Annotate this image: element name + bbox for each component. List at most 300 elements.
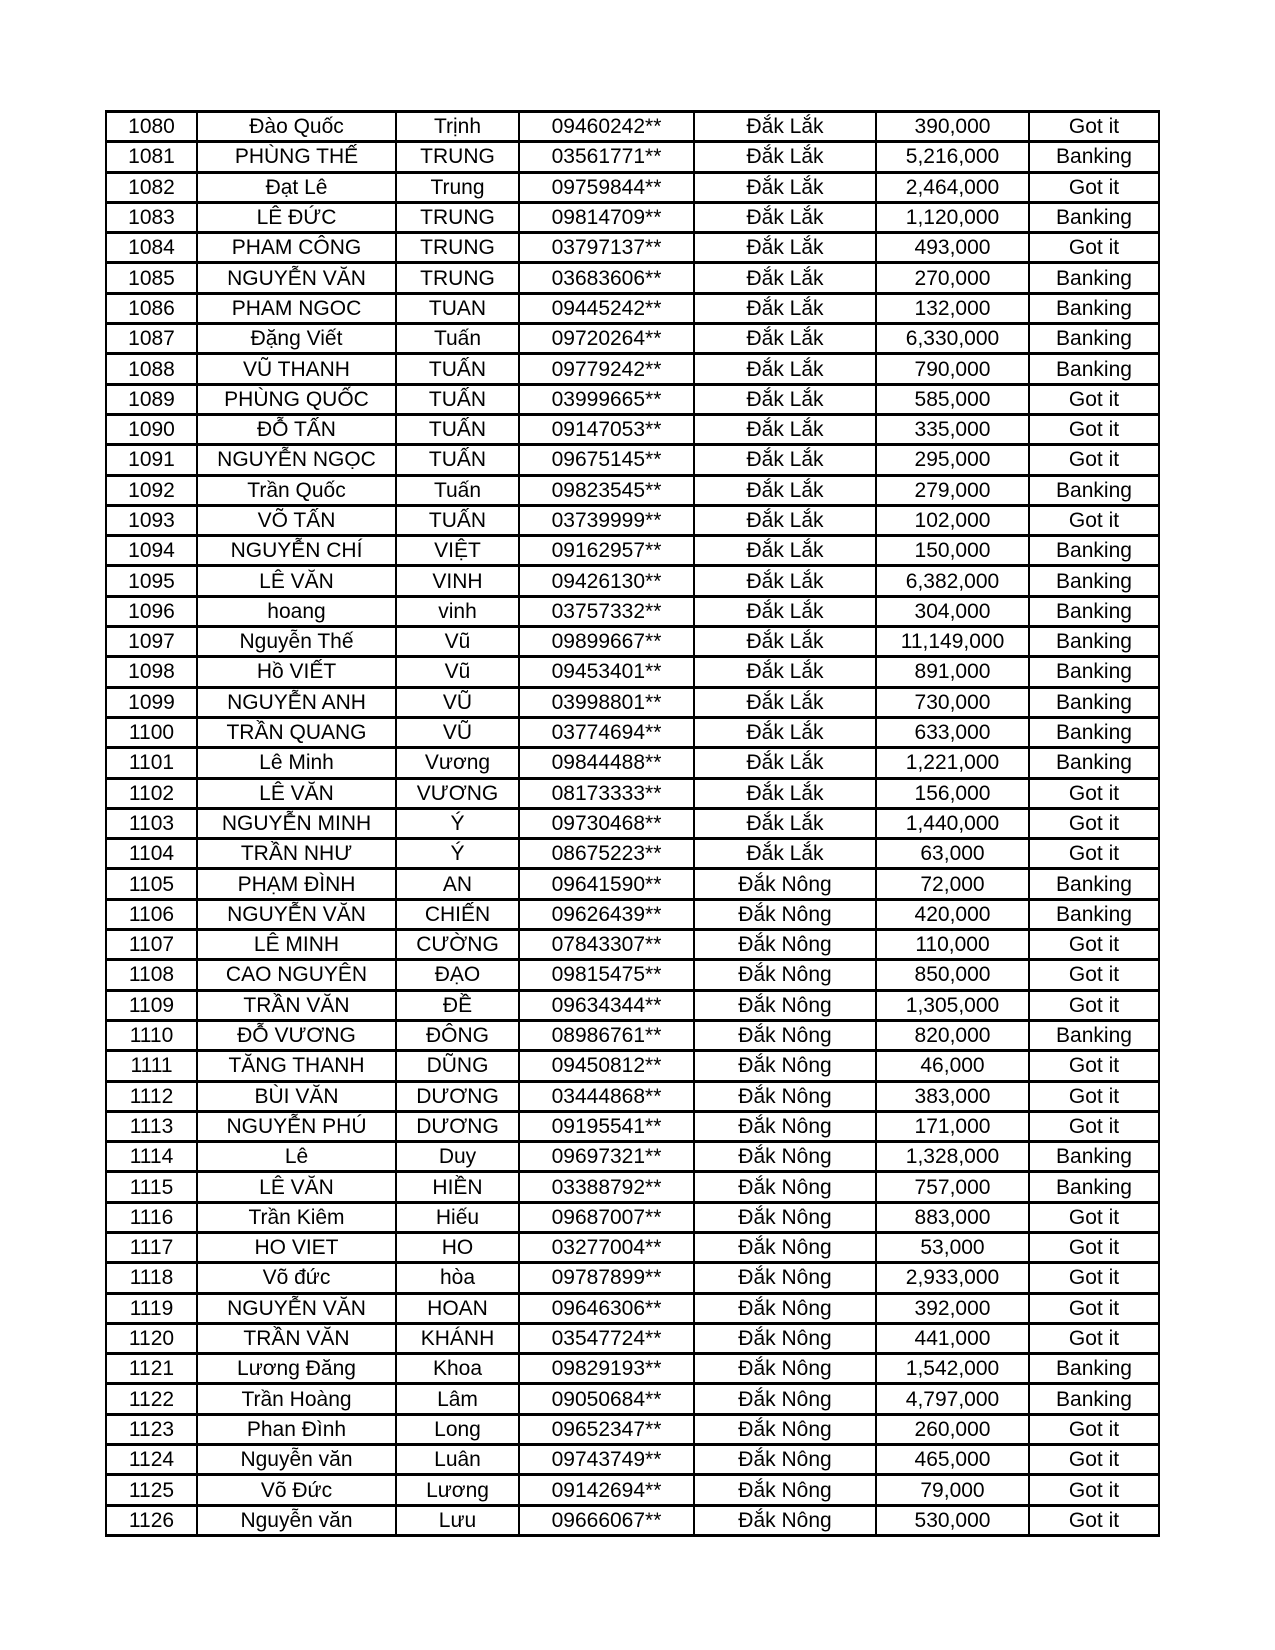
phone-cell: 08173333**: [519, 778, 694, 808]
province-cell: Đắk Nông: [694, 1081, 876, 1111]
table-row: [106, 324, 1159, 354]
status-cell: Got it: [1029, 1293, 1159, 1323]
table-row: [106, 505, 1159, 535]
first-name-cell: PHAM NGOC: [197, 293, 396, 323]
table-row: [106, 930, 1159, 960]
table-row: [106, 1414, 1159, 1444]
first-name-cell: Trần Quốc: [197, 475, 396, 505]
amount-cell: 585,000: [876, 384, 1029, 414]
amount-cell: 260,000: [876, 1414, 1029, 1444]
phone-cell: 03998801**: [519, 687, 694, 717]
id-cell: 1101: [106, 748, 197, 778]
last-name-cell: HOAN: [396, 1293, 519, 1323]
province-cell: Đắk Nông: [694, 1354, 876, 1384]
province-cell: Đắk Lắk: [694, 475, 876, 505]
phone-cell: 09787899**: [519, 1263, 694, 1293]
last-name-cell: CHIẾN: [396, 899, 519, 929]
table-row: [106, 657, 1159, 687]
first-name-cell: Lê: [197, 1142, 396, 1172]
first-name-cell: Lê Minh: [197, 748, 396, 778]
id-cell: 1080: [106, 112, 197, 142]
id-cell: 1124: [106, 1445, 197, 1475]
table-row: [106, 869, 1159, 899]
status-cell: Banking: [1029, 475, 1159, 505]
table-row: [106, 1475, 1159, 1505]
province-cell: Đắk Lắk: [694, 778, 876, 808]
first-name-cell: TRẦN VĂN: [197, 990, 396, 1020]
phone-cell: 09453401**: [519, 657, 694, 687]
last-name-cell: hòa: [396, 1263, 519, 1293]
status-cell: Banking: [1029, 202, 1159, 232]
province-cell: Đắk Lắk: [694, 354, 876, 384]
province-cell: Đắk Nông: [694, 1505, 876, 1535]
table-row: [106, 172, 1159, 202]
amount-cell: 790,000: [876, 354, 1029, 384]
last-name-cell: VŨ: [396, 687, 519, 717]
province-cell: Đắk Lắk: [694, 142, 876, 172]
last-name-cell: Long: [396, 1414, 519, 1444]
amount-cell: 1,328,000: [876, 1142, 1029, 1172]
province-cell: Đắk Lắk: [694, 445, 876, 475]
id-cell: 1081: [106, 142, 197, 172]
first-name-cell: LÊ VĂN: [197, 1172, 396, 1202]
first-name-cell: TRẦN VĂN: [197, 1323, 396, 1353]
last-name-cell: Hiếu: [396, 1202, 519, 1232]
amount-cell: 171,000: [876, 1111, 1029, 1141]
table-row: [106, 808, 1159, 838]
phone-cell: 09815475**: [519, 960, 694, 990]
phone-cell: 09634344**: [519, 990, 694, 1020]
status-cell: Banking: [1029, 293, 1159, 323]
province-cell: Đắk Nông: [694, 1111, 876, 1141]
first-name-cell: Trần Hoàng: [197, 1384, 396, 1414]
amount-cell: 420,000: [876, 899, 1029, 929]
phone-cell: 03277004**: [519, 1232, 694, 1262]
table-row: [106, 1323, 1159, 1353]
table-row: [106, 1202, 1159, 1232]
id-cell: 1119: [106, 1293, 197, 1323]
province-cell: Đắk Lắk: [694, 112, 876, 142]
amount-cell: 279,000: [876, 475, 1029, 505]
id-cell: 1113: [106, 1111, 197, 1141]
province-cell: Đắk Lắk: [694, 293, 876, 323]
amount-cell: 1,440,000: [876, 808, 1029, 838]
last-name-cell: Ý: [396, 839, 519, 869]
table-row: [106, 384, 1159, 414]
first-name-cell: Nguyễn Thế: [197, 627, 396, 657]
last-name-cell: VINH: [396, 566, 519, 596]
id-cell: 1093: [106, 505, 197, 535]
id-cell: 1098: [106, 657, 197, 687]
amount-cell: 1,221,000: [876, 748, 1029, 778]
status-cell: Banking: [1029, 657, 1159, 687]
amount-cell: 493,000: [876, 233, 1029, 263]
last-name-cell: ĐẠO: [396, 960, 519, 990]
amount-cell: 891,000: [876, 657, 1029, 687]
id-cell: 1104: [106, 839, 197, 869]
amount-cell: 757,000: [876, 1172, 1029, 1202]
first-name-cell: TRẦN QUANG: [197, 717, 396, 747]
last-name-cell: TRUNG: [396, 142, 519, 172]
last-name-cell: Vương: [396, 748, 519, 778]
first-name-cell: Võ Đức: [197, 1475, 396, 1505]
province-cell: Đắk Lắk: [694, 233, 876, 263]
phone-cell: 09147053**: [519, 414, 694, 444]
amount-cell: 1,305,000: [876, 990, 1029, 1020]
status-cell: Got it: [1029, 414, 1159, 444]
id-cell: 1085: [106, 263, 197, 293]
phone-cell: 03774694**: [519, 717, 694, 747]
first-name-cell: NGUYỄN VĂN: [197, 1293, 396, 1323]
province-cell: Đắk Lắk: [694, 566, 876, 596]
table-row: [106, 293, 1159, 323]
last-name-cell: TRUNG: [396, 263, 519, 293]
table-row: [106, 687, 1159, 717]
status-cell: Banking: [1029, 627, 1159, 657]
amount-cell: 150,000: [876, 536, 1029, 566]
amount-cell: 1,542,000: [876, 1354, 1029, 1384]
first-name-cell: Nguyễn văn: [197, 1445, 396, 1475]
amount-cell: 850,000: [876, 960, 1029, 990]
province-cell: Đắk Nông: [694, 1142, 876, 1172]
table-row: [106, 1051, 1159, 1081]
last-name-cell: ĐỀ: [396, 990, 519, 1020]
table-row: [106, 1293, 1159, 1323]
last-name-cell: DŨNG: [396, 1051, 519, 1081]
last-name-cell: vinh: [396, 596, 519, 626]
amount-cell: 1,120,000: [876, 202, 1029, 232]
status-cell: Banking: [1029, 596, 1159, 626]
phone-cell: 09759844**: [519, 172, 694, 202]
amount-cell: 883,000: [876, 1202, 1029, 1232]
last-name-cell: TUẤN: [396, 354, 519, 384]
last-name-cell: KHÁNH: [396, 1323, 519, 1353]
id-cell: 1114: [106, 1142, 197, 1172]
table-row: [106, 475, 1159, 505]
amount-cell: 5,216,000: [876, 142, 1029, 172]
first-name-cell: Đào Quốc: [197, 112, 396, 142]
id-cell: 1089: [106, 384, 197, 414]
phone-cell: 09426130**: [519, 566, 694, 596]
id-cell: 1095: [106, 566, 197, 596]
table-row: [106, 1111, 1159, 1141]
table-row: [106, 839, 1159, 869]
first-name-cell: PHÙNG THẾ: [197, 142, 396, 172]
phone-cell: 09626439**: [519, 899, 694, 929]
phone-cell: 09195541**: [519, 1111, 694, 1141]
phone-cell: 09823545**: [519, 475, 694, 505]
status-cell: Banking: [1029, 324, 1159, 354]
last-name-cell: HO: [396, 1232, 519, 1262]
first-name-cell: NGUYỄN NGỌC: [197, 445, 396, 475]
status-cell: Banking: [1029, 1020, 1159, 1050]
first-name-cell: ĐỖ VƯƠNG: [197, 1020, 396, 1050]
last-name-cell: Vũ: [396, 627, 519, 657]
last-name-cell: Tuấn: [396, 475, 519, 505]
phone-cell: 09450812**: [519, 1051, 694, 1081]
phone-cell: 03999665**: [519, 384, 694, 414]
status-cell: Got it: [1029, 808, 1159, 838]
id-cell: 1100: [106, 717, 197, 747]
id-cell: 1120: [106, 1323, 197, 1353]
last-name-cell: TRUNG: [396, 233, 519, 263]
id-cell: 1088: [106, 354, 197, 384]
phone-cell: 03561771**: [519, 142, 694, 172]
phone-cell: 09641590**: [519, 869, 694, 899]
province-cell: Đắk Nông: [694, 869, 876, 899]
last-name-cell: Duy: [396, 1142, 519, 1172]
phone-cell: 09743749**: [519, 1445, 694, 1475]
province-cell: Đắk Nông: [694, 1414, 876, 1444]
province-cell: Đắk Lắk: [694, 839, 876, 869]
last-name-cell: TUẤN: [396, 505, 519, 535]
table-row: [106, 1172, 1159, 1202]
phone-cell: 09730468**: [519, 808, 694, 838]
status-cell: Banking: [1029, 263, 1159, 293]
last-name-cell: TRUNG: [396, 202, 519, 232]
id-cell: 1102: [106, 778, 197, 808]
status-cell: Banking: [1029, 1384, 1159, 1414]
last-name-cell: Vũ: [396, 657, 519, 687]
status-cell: Got it: [1029, 990, 1159, 1020]
recipients-table: [105, 110, 1160, 1537]
province-cell: Đắk Nông: [694, 1232, 876, 1262]
amount-cell: 304,000: [876, 596, 1029, 626]
first-name-cell: Lương Đăng: [197, 1354, 396, 1384]
table-row: [106, 354, 1159, 384]
last-name-cell: ĐÔNG: [396, 1020, 519, 1050]
table-row: [106, 1505, 1159, 1535]
status-cell: Got it: [1029, 1081, 1159, 1111]
first-name-cell: LÊ VĂN: [197, 778, 396, 808]
phone-cell: 09779242**: [519, 354, 694, 384]
status-cell: Got it: [1029, 1111, 1159, 1141]
status-cell: Banking: [1029, 142, 1159, 172]
last-name-cell: TUẤN: [396, 384, 519, 414]
table-row: [106, 1081, 1159, 1111]
phone-cell: 03683606**: [519, 263, 694, 293]
phone-cell: 09646306**: [519, 1293, 694, 1323]
table-row: [106, 1354, 1159, 1384]
table-row: [106, 1020, 1159, 1050]
status-cell: Got it: [1029, 1323, 1159, 1353]
first-name-cell: NGUYỄN PHÚ: [197, 1111, 396, 1141]
status-cell: Banking: [1029, 566, 1159, 596]
id-cell: 1091: [106, 445, 197, 475]
id-cell: 1084: [106, 233, 197, 263]
table-row: [106, 1445, 1159, 1475]
province-cell: Đắk Nông: [694, 1445, 876, 1475]
status-cell: Banking: [1029, 536, 1159, 566]
phone-cell: 09697321**: [519, 1142, 694, 1172]
first-name-cell: Trần Kiêm: [197, 1202, 396, 1232]
status-cell: Banking: [1029, 1142, 1159, 1172]
id-cell: 1118: [106, 1263, 197, 1293]
province-cell: Đắk Lắk: [694, 596, 876, 626]
table-row: [106, 990, 1159, 1020]
id-cell: 1123: [106, 1414, 197, 1444]
status-cell: Got it: [1029, 445, 1159, 475]
province-cell: Đắk Lắk: [694, 172, 876, 202]
last-name-cell: TUẤN: [396, 445, 519, 475]
first-name-cell: HO VIET: [197, 1232, 396, 1262]
first-name-cell: PHÙNG QUỐC: [197, 384, 396, 414]
first-name-cell: LÊ VĂN: [197, 566, 396, 596]
last-name-cell: Khoa: [396, 1354, 519, 1384]
province-cell: Đắk Nông: [694, 899, 876, 929]
last-name-cell: AN: [396, 869, 519, 899]
amount-cell: 2,933,000: [876, 1263, 1029, 1293]
id-cell: 1096: [106, 596, 197, 626]
amount-cell: 295,000: [876, 445, 1029, 475]
amount-cell: 6,330,000: [876, 324, 1029, 354]
amount-cell: 79,000: [876, 1475, 1029, 1505]
first-name-cell: Đặng Viết: [197, 324, 396, 354]
last-name-cell: Trung: [396, 172, 519, 202]
phone-cell: 07843307**: [519, 930, 694, 960]
status-cell: Banking: [1029, 869, 1159, 899]
status-cell: Got it: [1029, 1202, 1159, 1232]
province-cell: Đắk Lắk: [694, 687, 876, 717]
last-name-cell: TUẤN: [396, 414, 519, 444]
table-row: [106, 263, 1159, 293]
table-row: [106, 778, 1159, 808]
phone-cell: 09899667**: [519, 627, 694, 657]
phone-cell: 09666067**: [519, 1505, 694, 1535]
table-row: [106, 899, 1159, 929]
table-row: [106, 112, 1159, 142]
province-cell: Đắk Nông: [694, 1172, 876, 1202]
id-cell: 1117: [106, 1232, 197, 1262]
status-cell: Got it: [1029, 960, 1159, 990]
last-name-cell: DƯƠNG: [396, 1081, 519, 1111]
id-cell: 1083: [106, 202, 197, 232]
table-row: [106, 202, 1159, 232]
first-name-cell: LÊ ĐỨC: [197, 202, 396, 232]
status-cell: Got it: [1029, 384, 1159, 414]
province-cell: Đắk Nông: [694, 1020, 876, 1050]
first-name-cell: Nguyễn văn: [197, 1505, 396, 1535]
first-name-cell: VÕ TẤN: [197, 505, 396, 535]
id-cell: 1103: [106, 808, 197, 838]
first-name-cell: hoang: [197, 596, 396, 626]
phone-cell: 09445242**: [519, 293, 694, 323]
table-body: [106, 112, 1159, 1536]
first-name-cell: Phan Đình: [197, 1414, 396, 1444]
status-cell: Got it: [1029, 1505, 1159, 1535]
last-name-cell: Lâm: [396, 1384, 519, 1414]
first-name-cell: Võ đức: [197, 1263, 396, 1293]
province-cell: Đắk Nông: [694, 960, 876, 990]
province-cell: Đắk Nông: [694, 1323, 876, 1353]
status-cell: Banking: [1029, 1172, 1159, 1202]
id-cell: 1112: [106, 1081, 197, 1111]
id-cell: 1111: [106, 1051, 197, 1081]
phone-cell: 03547724**: [519, 1323, 694, 1353]
phone-cell: 09814709**: [519, 202, 694, 232]
id-cell: 1108: [106, 960, 197, 990]
amount-cell: 46,000: [876, 1051, 1029, 1081]
phone-cell: 03739999**: [519, 505, 694, 535]
id-cell: 1086: [106, 293, 197, 323]
last-name-cell: Ý: [396, 808, 519, 838]
id-cell: 1105: [106, 869, 197, 899]
phone-cell: 09050684**: [519, 1384, 694, 1414]
amount-cell: 2,464,000: [876, 172, 1029, 202]
amount-cell: 4,797,000: [876, 1384, 1029, 1414]
province-cell: Đắk Nông: [694, 1384, 876, 1414]
amount-cell: 132,000: [876, 293, 1029, 323]
province-cell: Đắk Lắk: [694, 505, 876, 535]
amount-cell: 72,000: [876, 869, 1029, 899]
last-name-cell: Lương: [396, 1475, 519, 1505]
amount-cell: 335,000: [876, 414, 1029, 444]
first-name-cell: PHẠM ĐÌNH: [197, 869, 396, 899]
last-name-cell: CƯỜNG: [396, 930, 519, 960]
id-cell: 1092: [106, 475, 197, 505]
status-cell: Got it: [1029, 1263, 1159, 1293]
id-cell: 1122: [106, 1384, 197, 1414]
province-cell: Đắk Nông: [694, 930, 876, 960]
id-cell: 1097: [106, 627, 197, 657]
id-cell: 1107: [106, 930, 197, 960]
phone-cell: 09460242**: [519, 112, 694, 142]
id-cell: 1109: [106, 990, 197, 1020]
status-cell: Got it: [1029, 505, 1159, 535]
first-name-cell: TĂNG THANH: [197, 1051, 396, 1081]
id-cell: 1121: [106, 1354, 197, 1384]
province-cell: Đắk Lắk: [694, 657, 876, 687]
last-name-cell: VƯƠNG: [396, 778, 519, 808]
last-name-cell: VIỆT: [396, 536, 519, 566]
amount-cell: 441,000: [876, 1323, 1029, 1353]
table-row: [106, 596, 1159, 626]
phone-cell: 03444868**: [519, 1081, 694, 1111]
amount-cell: 270,000: [876, 263, 1029, 293]
first-name-cell: NGUYỄN ANH: [197, 687, 396, 717]
table-row: [106, 748, 1159, 778]
table-row: [106, 1142, 1159, 1172]
table-row: [106, 414, 1159, 444]
status-cell: Got it: [1029, 839, 1159, 869]
province-cell: Đắk Lắk: [694, 808, 876, 838]
last-name-cell: DƯƠNG: [396, 1111, 519, 1141]
id-cell: 1126: [106, 1505, 197, 1535]
province-cell: Đắk Lắk: [694, 717, 876, 747]
table-row: [106, 1263, 1159, 1293]
province-cell: Đắk Nông: [694, 1263, 876, 1293]
phone-cell: 08986761**: [519, 1020, 694, 1050]
first-name-cell: LÊ MINH: [197, 930, 396, 960]
first-name-cell: NGUYỄN VĂN: [197, 263, 396, 293]
first-name-cell: TRẦN NHƯ: [197, 839, 396, 869]
amount-cell: 102,000: [876, 505, 1029, 535]
first-name-cell: BÙI VĂN: [197, 1081, 396, 1111]
first-name-cell: ĐỖ TẤN: [197, 414, 396, 444]
first-name-cell: NGUYỄN MINH: [197, 808, 396, 838]
phone-cell: 03757332**: [519, 596, 694, 626]
table-row: [106, 566, 1159, 596]
province-cell: Đắk Nông: [694, 990, 876, 1020]
first-name-cell: Đạt Lê: [197, 172, 396, 202]
last-name-cell: TUAN: [396, 293, 519, 323]
province-cell: Đắk Lắk: [694, 202, 876, 232]
status-cell: Got it: [1029, 112, 1159, 142]
province-cell: Đắk Nông: [694, 1051, 876, 1081]
first-name-cell: NGUYỄN CHÍ: [197, 536, 396, 566]
amount-cell: 465,000: [876, 1445, 1029, 1475]
province-cell: Đắk Lắk: [694, 384, 876, 414]
